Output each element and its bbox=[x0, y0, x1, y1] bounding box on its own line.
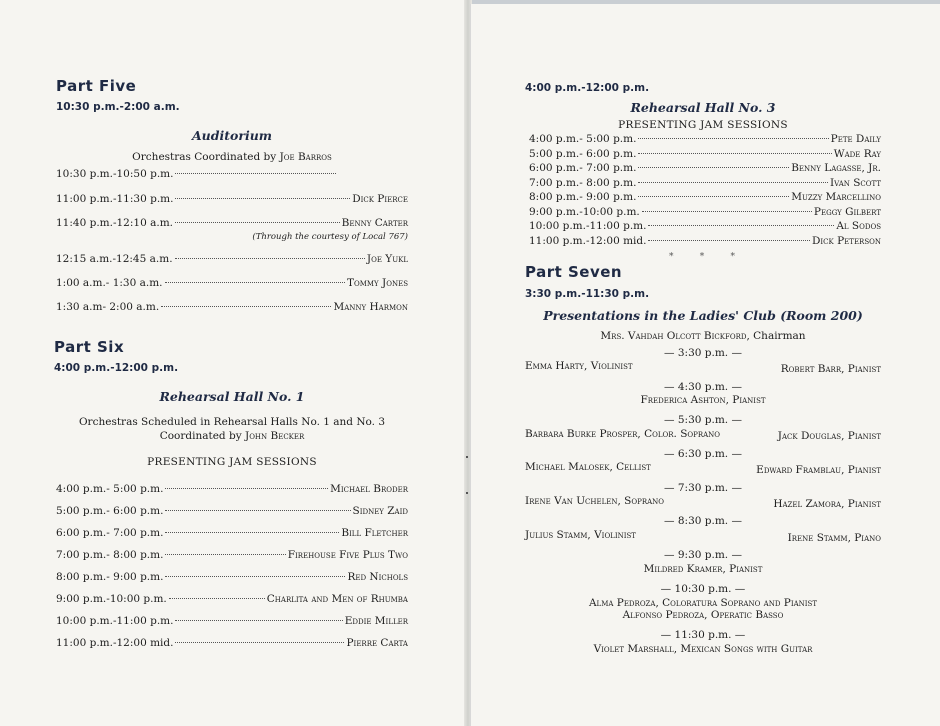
performer-right: Jack Douglas, Pianist bbox=[777, 430, 881, 442]
dot-leader bbox=[175, 198, 350, 199]
schedule-row bbox=[529, 133, 881, 145]
chair-name: Mrs. Vahdah Olcott Bickford bbox=[600, 330, 747, 342]
slot-performer: Violet Marshall, Mexican Songs with Guitar bbox=[593, 643, 813, 655]
gutter-mark bbox=[466, 492, 468, 494]
row-time: 6:00 p.m.- 7:00 p.m. bbox=[529, 162, 637, 174]
row-name: Dick Peterson bbox=[812, 234, 881, 247]
row-time: 1:30 a.m- 2:00 a.m. bbox=[56, 301, 160, 313]
row-name: Al Sodos bbox=[836, 220, 881, 232]
slot-time: — 8:30 p.m. — bbox=[664, 515, 742, 527]
slot-performers bbox=[525, 529, 881, 544]
dot-leader bbox=[642, 211, 812, 212]
schedule-row bbox=[56, 527, 408, 539]
slot-time: — 5:30 p.m. — bbox=[664, 414, 742, 426]
row-name: Bill Fletcher bbox=[341, 527, 408, 539]
schedule-row bbox=[56, 217, 408, 229]
rehearsal-hall-1-heading: Rehearsal Hall No. 1 bbox=[159, 389, 305, 404]
row-name: Tommy Jones bbox=[346, 277, 408, 289]
part-five-heading: Part Five bbox=[56, 77, 137, 95]
ladies-club-heading: Presentations in the Ladies' Club (Room 200) bbox=[543, 308, 863, 323]
row-time: 11:40 p.m.-12:10 a.m. bbox=[56, 217, 173, 229]
schedule-row bbox=[529, 235, 881, 247]
dot-leader bbox=[165, 554, 285, 555]
chair-role: , Chairman bbox=[746, 330, 806, 342]
coordinator-line bbox=[56, 429, 408, 443]
row-name: Charlita and Men of Rhumba bbox=[266, 593, 408, 605]
row-time: 10:00 p.m.-11:00 p.m. bbox=[56, 615, 174, 627]
slot-time: — 9:30 p.m. — bbox=[664, 549, 742, 561]
auditorium-heading: Auditorium bbox=[191, 128, 273, 143]
row-time: 10:00 p.m.-11:00 p.m. bbox=[529, 220, 647, 232]
gutter-mark bbox=[466, 456, 468, 458]
row-time: 4:00 p.m.- 5:00 p.m. bbox=[529, 133, 637, 145]
courtesy-note: (Through the courtesy of Local 767) bbox=[252, 232, 408, 242]
dot-leader bbox=[648, 225, 834, 226]
slot-time: — 10:30 p.m. — bbox=[660, 583, 746, 595]
dot-leader bbox=[165, 510, 350, 511]
row-name: Ivan Scott bbox=[829, 176, 881, 189]
dot-leader bbox=[175, 620, 342, 621]
rehearsal-hall-3-heading: Rehearsal Hall No. 3 bbox=[630, 100, 776, 115]
row-time: 5:00 p.m.- 6:00 p.m. bbox=[529, 147, 637, 160]
schedule-row bbox=[56, 193, 408, 205]
schedule-row bbox=[56, 483, 408, 495]
dot-leader bbox=[165, 532, 339, 533]
schedule-row bbox=[56, 593, 408, 605]
schedule-row bbox=[529, 220, 881, 232]
slot-performer: Alfonso Pedroza, Operatic Basso bbox=[622, 609, 784, 621]
schedule-row bbox=[529, 148, 881, 160]
schedule-row bbox=[56, 637, 408, 649]
coord-name: John Becker bbox=[244, 430, 305, 442]
row-name: Eddie Miller bbox=[344, 615, 408, 627]
row-name: Wade Ray bbox=[833, 147, 881, 160]
dot-leader bbox=[638, 182, 828, 183]
row-time: 1:00 a.m.- 1:30 a.m. bbox=[56, 277, 163, 289]
part-five-time: 10:30 p.m.-2:00 a.m. bbox=[56, 101, 180, 113]
row-time: 11:00 p.m.-11:30 p.m. bbox=[56, 193, 174, 205]
schedule-row bbox=[56, 253, 408, 265]
row-time: 12:15 a.m.-12:45 a.m. bbox=[56, 253, 173, 265]
part-seven-heading: Part Seven bbox=[525, 263, 623, 281]
performer-right: Robert Barr, Pianist bbox=[780, 363, 881, 375]
slot-performers bbox=[525, 428, 881, 440]
rehearsal-hall-3-time: 4:00 p.m.-12:00 p.m. bbox=[525, 82, 650, 94]
row-time: 10:30 p.m.-10:50 p.m. bbox=[56, 168, 174, 180]
performer-left: Emma Harty, Violinist bbox=[525, 360, 633, 372]
row-time: 9:00 p.m.-10:00 p.m. bbox=[56, 593, 167, 605]
rehearsal-schedule-note bbox=[56, 415, 408, 443]
dot-leader bbox=[175, 173, 336, 174]
slot-performer: Frederica Ashton, Pianist bbox=[640, 394, 766, 406]
schedule-line: Orchestras Scheduled in Rehearsal Halls No. 1 and No. 3 bbox=[78, 416, 386, 428]
schedule-row bbox=[56, 277, 408, 289]
dot-leader bbox=[161, 306, 331, 307]
coord-name: Joe Barros bbox=[279, 151, 332, 163]
left-page bbox=[0, 0, 468, 726]
schedule-row bbox=[56, 615, 408, 627]
schedule-row bbox=[56, 301, 408, 313]
performer-left: Irene Van Uchelen, Soprano bbox=[525, 495, 665, 507]
row-time: 8:00 p.m.- 9:00 p.m. bbox=[529, 191, 637, 203]
schedule-row bbox=[529, 206, 881, 218]
row-time: 4:00 p.m.- 5:00 p.m. bbox=[56, 483, 164, 495]
dot-leader bbox=[175, 222, 340, 223]
part-seven-time: 3:30 p.m.-11:30 p.m. bbox=[525, 288, 650, 300]
schedule-row bbox=[529, 191, 881, 203]
row-time: 11:00 p.m.-12:00 mid. bbox=[56, 637, 174, 649]
dot-leader bbox=[638, 153, 831, 154]
row-name: Dick Pierce bbox=[352, 193, 408, 205]
slot-performers bbox=[525, 461, 881, 476]
row-name: Peggy Gilbert bbox=[813, 205, 881, 218]
row-name: Muzzy Marcellino bbox=[791, 191, 881, 203]
schedule-row bbox=[529, 162, 881, 174]
row-name: Pierre Carta bbox=[346, 637, 408, 649]
row-time: 7:00 p.m.- 8:00 p.m. bbox=[56, 549, 164, 561]
row-time: 6:00 p.m.- 7:00 p.m. bbox=[56, 527, 164, 539]
row-name: Michael Broder bbox=[330, 483, 408, 495]
right-page bbox=[470, 4, 940, 726]
performer-left: Michael Malosek, Cellist bbox=[525, 461, 651, 473]
coord-prefix: Coordinated by bbox=[159, 430, 245, 442]
row-name: Joe Yukl bbox=[366, 253, 408, 265]
performer-right: Edward Framblau, Pianist bbox=[756, 464, 881, 476]
slot-performer: Mildred Kramer, Pianist bbox=[643, 563, 763, 575]
part-six-time: 4:00 p.m.-12:00 p.m. bbox=[54, 362, 179, 374]
dot-leader bbox=[165, 576, 345, 577]
schedule-row bbox=[56, 571, 408, 583]
part-six-heading: Part Six bbox=[54, 338, 125, 356]
row-name: Firehouse Five Plus Two bbox=[287, 549, 408, 561]
slot-time: — 7:30 p.m. — bbox=[664, 482, 742, 494]
dot-leader bbox=[175, 258, 365, 259]
schedule-row bbox=[56, 168, 338, 180]
performer-right: Hazel Zamora, Pianist bbox=[773, 498, 881, 510]
row-time: 11:00 p.m.-12:00 mid. bbox=[529, 234, 647, 247]
row-name: Pete Daily bbox=[830, 133, 881, 145]
dot-leader bbox=[638, 138, 828, 139]
slot-performer: Alma Pedroza, Coloratura Soprano and Pianist bbox=[588, 597, 818, 609]
row-name: Benny Lagasse, Jr. bbox=[791, 162, 881, 174]
dot-leader bbox=[638, 167, 789, 168]
row-time: 8:00 p.m.- 9:00 p.m. bbox=[56, 571, 164, 583]
auditorium-coordinator bbox=[56, 151, 408, 163]
performer-left: Julius Stamm, Violinist bbox=[525, 529, 636, 541]
dot-leader bbox=[638, 196, 789, 197]
performer-left: Barbara Burke Prosper, Color. Soprano bbox=[525, 428, 721, 440]
slot-performers bbox=[525, 495, 881, 510]
schedule-row bbox=[56, 505, 408, 517]
row-name: Benny Carter bbox=[341, 217, 408, 229]
row-time: 5:00 p.m.- 6:00 p.m. bbox=[56, 505, 164, 517]
dot-leader bbox=[648, 240, 810, 241]
slot-time: — 3:30 p.m. — bbox=[664, 347, 742, 359]
presenting-jam-sessions: PRESENTING JAM SESSIONS bbox=[147, 456, 317, 468]
dot-leader bbox=[165, 282, 345, 283]
schedule-row bbox=[56, 549, 408, 561]
row-time: 9:00 p.m.-10:00 p.m. bbox=[529, 205, 640, 218]
slot-time: — 11:30 p.m. — bbox=[660, 629, 746, 641]
dot-leader bbox=[165, 488, 328, 489]
row-time: 7:00 p.m.- 8:00 p.m. bbox=[529, 176, 637, 189]
row-name: Manny Harmon bbox=[333, 301, 408, 313]
row-name: Red Nichols bbox=[347, 571, 408, 583]
chairman-line bbox=[525, 330, 881, 342]
slot-time: — 4:30 p.m. — bbox=[664, 381, 742, 393]
row-name: Sidney Zaid bbox=[352, 505, 408, 517]
dot-leader bbox=[175, 642, 344, 643]
schedule-row bbox=[529, 177, 881, 189]
slot-performers bbox=[525, 360, 881, 375]
coord-prefix: Orchestras Coordinated by bbox=[132, 151, 280, 163]
slot-time: — 6:30 p.m. — bbox=[664, 448, 742, 460]
section-divider-stars: * * * bbox=[668, 252, 738, 262]
presenting-jam-sessions: PRESENTING JAM SESSIONS bbox=[618, 119, 788, 131]
dot-leader bbox=[169, 598, 265, 599]
performer-right: Irene Stamm, Piano bbox=[787, 532, 881, 544]
